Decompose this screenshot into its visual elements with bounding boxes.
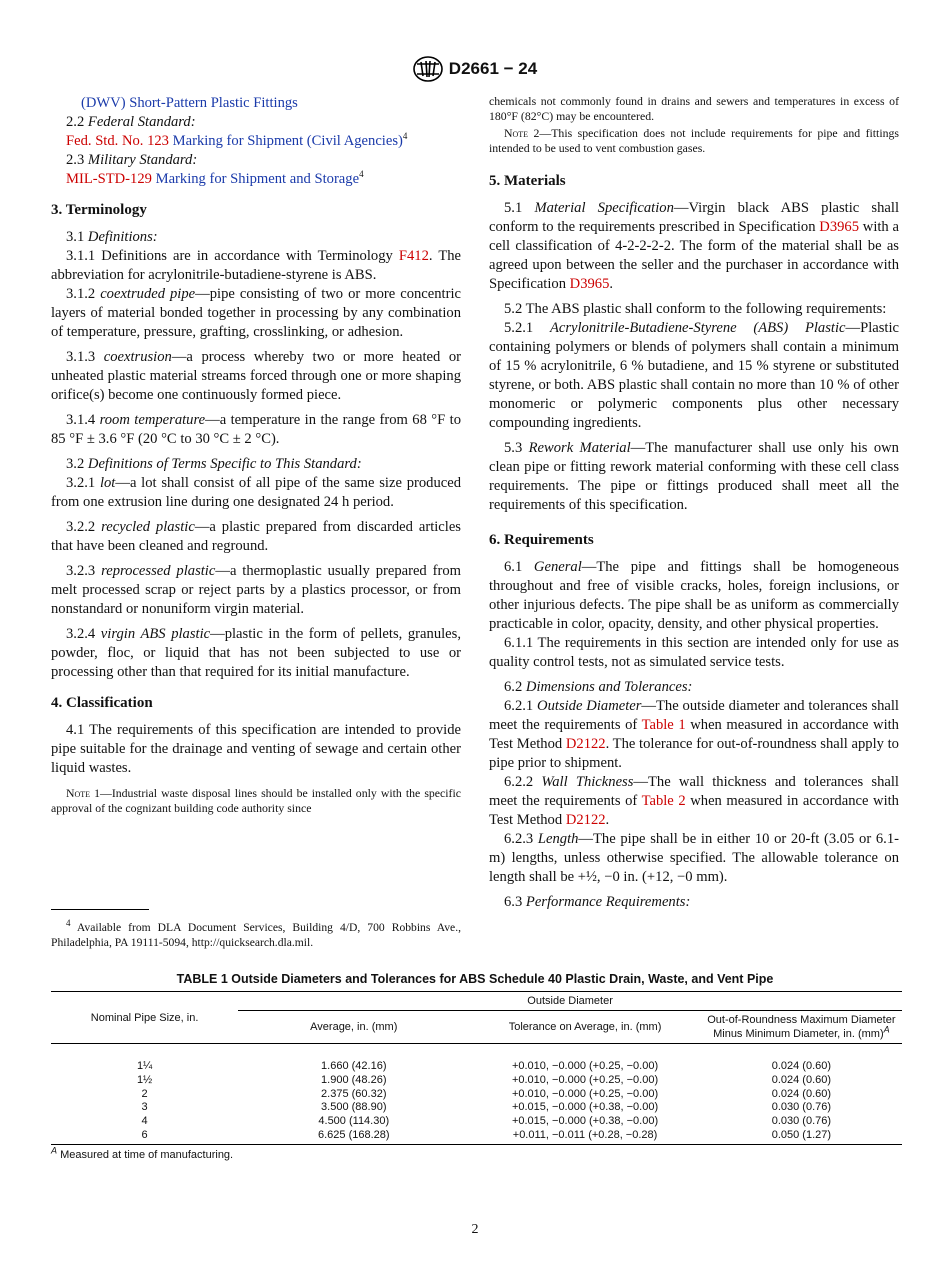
table-1-grid — [51, 991, 902, 1145]
link-table-1[interactable]: Table 1 — [641, 717, 686, 733]
section-3-1-2: 3.1.2 coextruded pipe—pipe consisting of two or more concentric layers of material bonded together in processing by any combination of temperature, pressure, grafting, crosslinking, or adhesion. — [51, 286, 461, 340]
footnote-divider — [51, 909, 149, 910]
section-6-2-2: 6.2.2 Wall Thickness—The wall thickness and tolerances shall meet the requirements of Table 2 when measured in accordance with Test Method D2122. — [489, 774, 899, 828]
section-2-2: 2.2 Federal Standard: — [66, 114, 196, 130]
table-1-footnote: $^A$ Measured at time of manufacturing. — [51, 1145, 234, 1161]
table-row: 2 2.375 (60.32) +0.010, −0.000 (+0.25, −0.00) 0.024 (0.60) — [141, 1087, 832, 1100]
section-3-2-1: 3.2.1 lot—a lot shall consist of all pipe of the same size produced from one extrusion line during one designated 24 h period. — [51, 475, 461, 510]
section-3-1-1: 3.1.1 Definitions are in accordance with Terminology F412. The abbreviation for acrylonitrile-butadiene-styrene is ABS. — [51, 248, 462, 283]
page-number: 2 — [471, 1222, 479, 1237]
military-standard-ref: MIL-STD-129 Marking for Shipment and Storage$^4$ — [66, 169, 364, 187]
note-2: Note 2—This specification does not include requirements for pipe and fittings intended to be used to vent combustion gases. — [489, 126, 899, 155]
col-group-outside-diameter: Outside Diameter — [238, 992, 902, 1011]
link-f412[interactable]: F412 — [398, 248, 429, 264]
section-3-1-4: 3.1.4 room temperature—a temperature in the range from 68 °F to 85 °F ± 3.6 °F (20 °C to 30 °C ± 2 °C). — [51, 412, 462, 447]
section-3-2: 3.2 Definitions of Terms Specific to This Standard: — [66, 456, 362, 472]
section-heading-terminology: 3. Terminology — [51, 202, 147, 218]
table-row: 1½ 1.900 (48.26) +0.010, −0.000 (+0.25, −0.00) 0.024 (0.60) — [136, 1073, 832, 1086]
col-header-oor: Out-of-Roundness Maximum Diameter Minus Minimum Diameter, in. (mm)$^A$ — [707, 1014, 896, 1040]
link-table-2[interactable]: Table 2 — [641, 793, 686, 809]
table-row: 4 4.500 (114.30) +0.015, −0.000 (+0.38, −0.00) 0.030 (0.76) — [141, 1115, 832, 1128]
section-6-3: 6.3 Performance Requirements: — [504, 894, 691, 910]
link-fed-std-123[interactable]: Fed. Std. No. 123 — [66, 133, 169, 149]
link-d2122[interactable]: D2122 — [565, 736, 606, 752]
table-1 — [51, 991, 902, 1161]
link-d2122-2[interactable]: D2122 — [565, 812, 606, 828]
section-6-1: 6.1 General—The pipe and fittings shall be homogeneous throughout and free of visible cracks, holes, foreign inclusions, or other injurious defects. The pipe shall be as uniform as commercially practicable in color, opacity, density, and other physical properties. — [489, 559, 899, 632]
section-6-2: 6.2 Dimensions and Tolerances: — [504, 679, 693, 695]
link-d3965-2[interactable]: D3965 — [569, 276, 610, 292]
section-heading-requirements: 6. Requirements — [489, 532, 594, 548]
section-2-3: 2.3 Military Standard: — [66, 152, 198, 168]
footnote-4: $^4$ Available from DLA Document Services, Building 4/D, 700 Robbins Ave., Philadelphia, PA 19111-5094, http://quicksearch.dla.mil. — [51, 918, 462, 949]
document-id: D2661 − 24 — [448, 59, 538, 78]
section-6-2-1: 6.2.1 Outside Diameter—The outside diameter and tolerances shall meet the requirements of Table 1 when measured in accordance with Test Method D2122. The tolerance for out-of-roundness shall apply to pipe prior to shipment. — [489, 698, 899, 771]
section-3-1: 3.1 Definitions: — [66, 229, 158, 245]
left-column — [51, 94, 461, 816]
federal-standard-ref: Fed. Std. No. 123 Marking for Shipment (Civil Agencies)$^4$ — [66, 131, 408, 149]
section-6-2-3: 6.2.3 Length—The pipe shall be in either 10 or 20-ft (3.05 or 6.1-m) lengths, unless otherwise specified. The allowable tolerance on length shall be +½, −0 in. (+12, −0 mm). — [489, 831, 899, 885]
link-d3965[interactable]: D3965 — [819, 219, 860, 235]
section-5-2: 5.2 The ABS plastic shall conform to the following requirements: — [504, 301, 887, 317]
section-4-1: 4.1 The requirements of this specification are intended to provide pipe suitable for the drainage and venting of sewage and certain other liquid wastes. — [51, 722, 461, 776]
table-row: 3 3.500 (88.90) +0.015, −0.000 (+0.38, −0.00) 0.030 (0.76) — [141, 1101, 832, 1114]
section-6-1-1: 6.1.1 The requirements in this section are intended only for use as quality control tests, not as simulated service tests. — [489, 635, 899, 670]
section-5-1: 5.1 Material Specification—Virgin black ABS plastic shall conform to the requirements prescribed in Specification D3965 with a cell classification of 4-2-2-2-2. The form of the material shall be as agreed upon between the seller and the purchaser in accordance with Specification D3965. — [489, 200, 899, 292]
link-mil-std-129[interactable]: MIL-STD-129 — [66, 171, 152, 187]
col-header-average: Average, in. (mm) — [310, 1021, 398, 1033]
table-row: 6 6.625 (168.28) +0.011, −0.011 (+0.28, −0.28) 0.050 (1.27) — [51, 1129, 902, 1144]
section-5-3: 5.3 Rework Material—The manufacturer shall use only his own clean pipe or fitting rework material conforming with these cell class requirements. The pipe or fittings produced shall meet all the requirements of this specification. — [489, 440, 899, 513]
section-3-1-3: 3.1.3 coextrusion—a process whereby two or more heated or unheated plastic material streams forced through one or more shaping orifice(s) become one continuously formed piece. — [51, 349, 461, 403]
table-row: 1¼ 1.660 (42.16) +0.010, −0.000 (+0.25, −0.00) 0.024 (0.60) — [136, 1060, 832, 1072]
section-3-2-3: 3.2.3 reprocessed plastic—a thermoplastic usually prepared from melt processed scrap or reject parts by a plastics processor, or from nonstandard or nonuniform virgin material. — [51, 563, 461, 617]
page-header — [0, 56, 950, 82]
note-1: Note 1—Industrial waste disposal lines should be installed only with the specific approval of the cognizant building code authority since — [51, 786, 461, 815]
section-3-2-2: 3.2.2 recycled plastic—a plastic prepared from discarded articles that have been cleaned and reground. — [51, 519, 461, 554]
section-heading-classification: 4. Classification — [51, 695, 153, 711]
reference-continuation[interactable]: (DWV) Short-Pattern Plastic Fittings — [81, 95, 298, 111]
section-3-2-4: 3.2.4 virgin ABS plastic—plastic in the form of pellets, granules, powder, floc, or liquid that has not been subjected to use or processing other than that required for its initial manufacture. — [51, 626, 461, 680]
right-column — [489, 94, 899, 912]
astm-logo-icon — [413, 56, 443, 82]
col-header-nominal: Nominal Pipe Size, in. — [51, 992, 238, 1044]
section-heading-materials: 5. Materials — [489, 173, 566, 189]
table-1-title: TABLE 1 Outside Diameters and Tolerances for ABS Schedule 40 Plastic Drain, Waste, and Vent Pipe — [176, 972, 774, 986]
section-5-2-1: 5.2.1 Acrylonitrile-Butadiene-Styrene (ABS) Plastic—Plastic containing polymers or blends of polymers shall contain a minimum of 15 % acrylonitrile, 6 % butadiene, and 15 % styrene or substituted styrene, or both. ABS plastic shall contain no more than 10 % of other monomeric or polymeric components plus other necessary compounding ingredients. — [489, 320, 899, 431]
note-1-continued: chemicals not commonly found in drains and sewers and temperatures in excess of 180°F (82°C) may be encountered. — [489, 94, 899, 123]
col-header-tolerance: Tolerance on Average, in. (mm) — [508, 1021, 662, 1033]
